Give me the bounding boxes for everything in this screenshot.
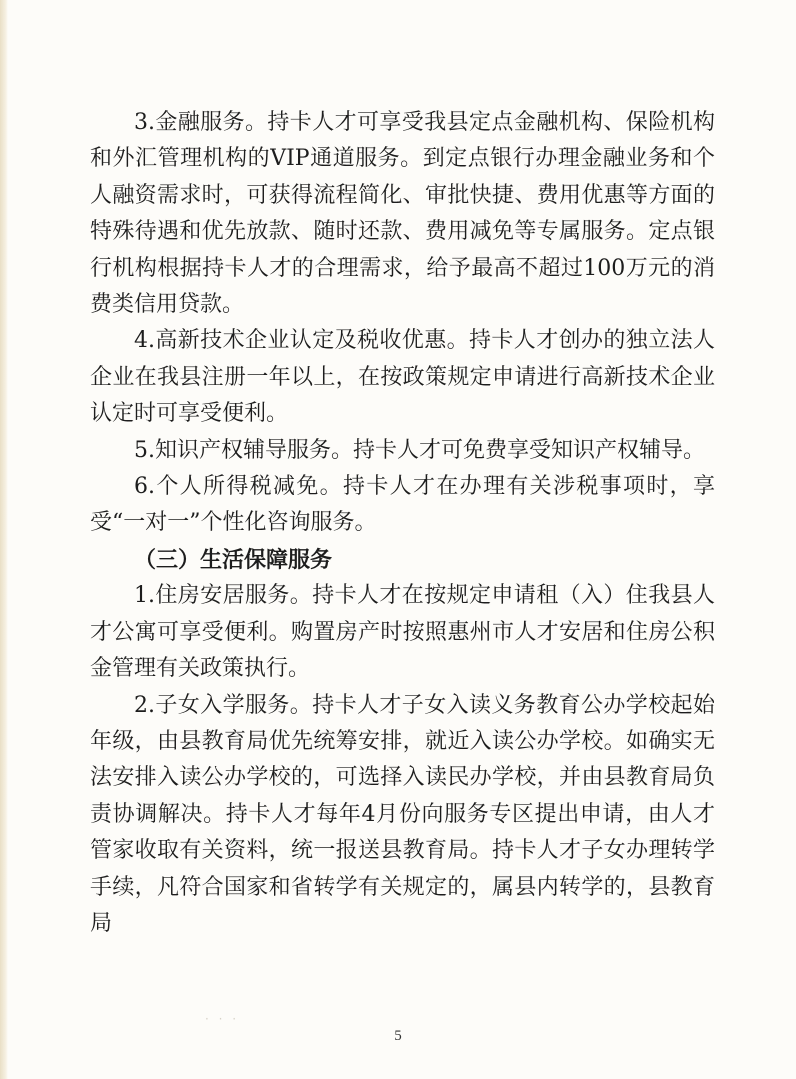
paragraph-intellectual-property: 5.知识产权辅导服务。持卡人才可免费享受知识产权辅导。	[134, 437, 705, 463]
paragraph-housing-services: 1.住房安居服务。持卡人才在按规定申请租（入）住我县人才公寓可享受便利。购置房产时按照惠州市人才安居和住房公积金管理有关政策执行。	[90, 583, 715, 682]
page-number: 5	[394, 1028, 402, 1044]
document-body	[90, 105, 715, 942]
paragraph-income-tax: 6.个人所得税减免。持卡人才在办理有关涉税事项时，享受“一对一”个性化咨询服务。	[90, 474, 715, 536]
section-heading-living-services: （三）生活保障服务	[134, 546, 333, 573]
page-left-edge	[0, 0, 8, 1079]
faint-bleed-through-mark: · · ·	[205, 1012, 240, 1026]
paragraph-school-enrollment: 2.子女入学服务。持卡人才子女入读义务教育公办学校起始年级，由县教育局优先统筹安排，就近入读公办学校。如确实无法安排入读公办学校的，可选择入读民办学校，并由县教育局负责协调解决。持卡人才每年4月份向服务专区提出申请，由人才管家收取有关资料，统一报送县教育局。持卡人才子女办理转学手续，凡符合国家和省转学有关规定的，属县内转学的，县教育局	[90, 692, 715, 936]
paragraph-financial-services: 3.金融服务。持卡人才可享受我县定点金融机构、保险机构和外汇管理机构的VIP通道服务。到定点银行办理金融业务和个人融资需求时，可获得流程简化、审批快捷、费用优惠等方面的特殊待遇和优先放款、随时还款、费用减免等专属服务。定点银行机构根据持卡人才的合理需求，给予最高不超过100万元的消费类信用贷款。	[90, 110, 715, 318]
paragraph-high-tech-enterprise: 4.高新技术企业认定及税收优惠。持卡人才创办的独立法人企业在我县注册一年以上，在按政策规定申请进行高新技术企业认定时可享受便利。	[90, 328, 715, 427]
